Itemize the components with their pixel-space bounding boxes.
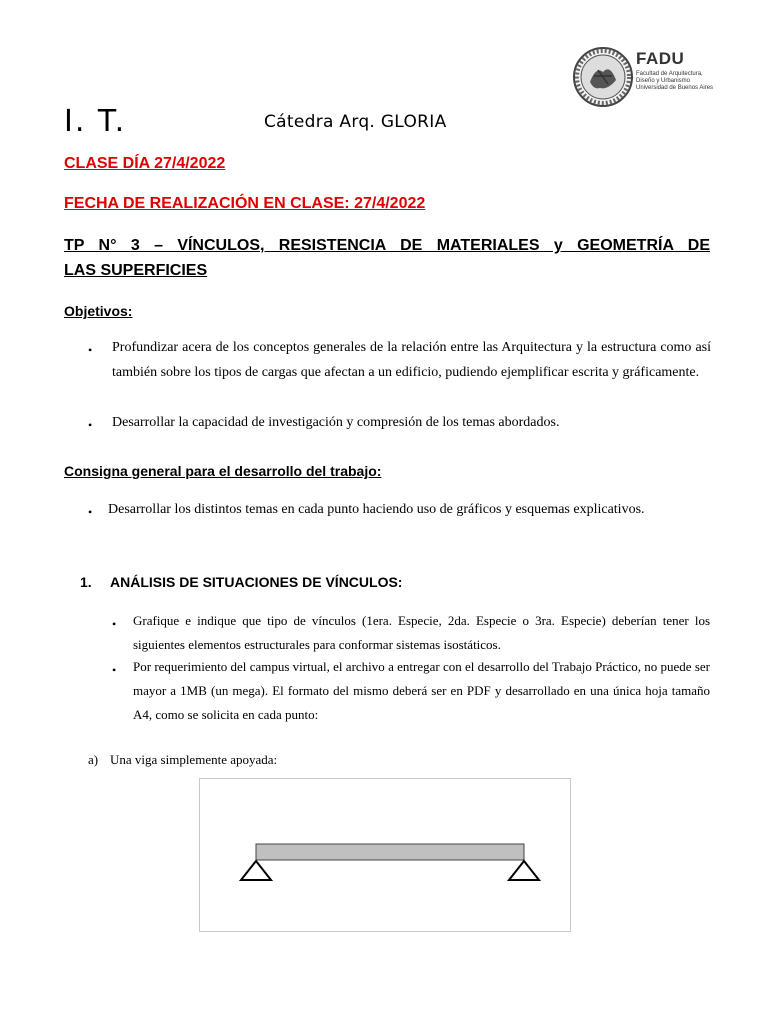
beam-figure	[199, 778, 571, 932]
item-a-text: Una viga simplemente apoyada:	[110, 752, 278, 767]
logo-line-1: Facultad de Arquitectura,	[636, 71, 703, 77]
tp-title-line-1	[64, 232, 710, 259]
clase-date: CLASE DÍA 27/4/2022	[64, 155, 226, 172]
bullet-icon: •	[112, 663, 117, 677]
right-support-icon	[509, 861, 539, 880]
bullet-icon: •	[112, 617, 117, 631]
simply-supported-beam-diagram	[200, 779, 570, 931]
consigna-heading: Consigna general para el desarrollo del trabajo:	[64, 463, 382, 479]
fadu-logo	[572, 46, 712, 116]
tp-title-line-2: LAS SUPERFICIES	[64, 262, 208, 279]
logo-line-3: Universidad de Buenos Aires	[636, 85, 714, 91]
item-a-label: a)	[88, 752, 99, 767]
section-1-item: Grafique e indique que tipo de vínculos (1era. Especie, 2da. Especie o 3ra. Especie) deberían tener los siguientes elementos estructurales para conformar sistemas isostáticos.	[133, 613, 710, 652]
beam	[256, 844, 524, 860]
left-support-icon	[241, 861, 271, 880]
university-seal-icon	[572, 46, 634, 108]
section-1-number: 1.	[80, 574, 92, 590]
bullet-icon: •	[88, 505, 93, 519]
catedra-label: Cátedra Arq. GLORIA	[264, 112, 447, 132]
tp-title-text: TP N° 3 – VÍNCULOS, RESISTENCIA DE MATERIALES y GEOMETRÍA DE	[64, 237, 710, 254]
objetivos-heading: Objetivos:	[64, 303, 133, 319]
document-title: I. T.	[64, 104, 127, 139]
item-a	[88, 752, 277, 768]
consigna-item: Desarrollar los distintos temas en cada punto haciendo uso de gráficos y esquemas explicativos.	[108, 502, 645, 517]
fecha-realizacion: FECHA DE REALIZACIÓN EN CLASE: 27/4/2022	[64, 195, 426, 212]
bullet-icon: •	[88, 343, 93, 357]
bullet-icon: •	[88, 418, 93, 432]
logo-line-2: Diseño y Urbanismo	[636, 78, 691, 84]
objetivo-item: Desarrollar la capacidad de investigación y compresión de los temas abordados.	[112, 415, 560, 430]
section-1-heading	[80, 574, 402, 590]
section-1-item: Por requerimiento del campus virtual, el archivo a entregar con el desarrollo del Trabajo Práctico, no puede ser mayor a 1MB (un mega). El formato del mismo deberá ser en PDF y desarrollado en una única hoja tamaño A4, como se solicita en cada punto:	[133, 659, 710, 722]
objetivo-item: Profundizar acera de los conceptos generales de la relación entre las Arquitectura y la estructura como así también sobre los tipos de cargas que afectan a un edificio, pudiendo ejemplificar escrita y gráficamente.	[112, 340, 711, 380]
logo-wordmark: FADU	[636, 49, 685, 68]
section-1-title: ANÁLISIS DE SITUACIONES DE VÍNCULOS:	[110, 574, 403, 590]
